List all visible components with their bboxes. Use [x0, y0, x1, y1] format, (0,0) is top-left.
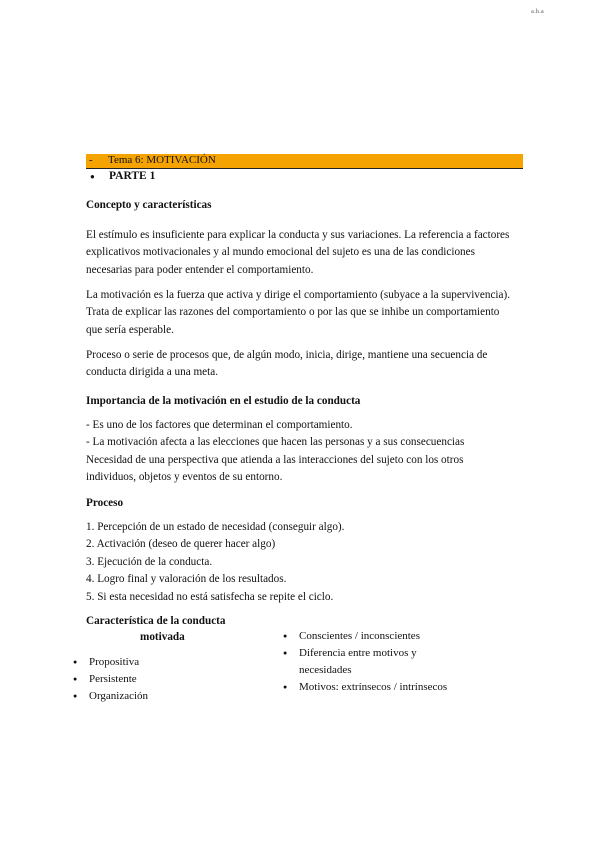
tema-title: Tema 6: MOTIVACIÓN	[108, 154, 216, 166]
concepto-paragraph-2	[86, 287, 548, 339]
text-line: necesarias para poder entender el comportamiento.	[86, 263, 314, 276]
proceso-list	[86, 519, 548, 606]
list-item-text: Conscientes / inconscientes	[299, 630, 420, 642]
bullet-dot-icon: ●	[73, 675, 78, 683]
list-item: 3. Ejecución de la conducta.	[86, 555, 213, 568]
text-line: - Es uno de los factores que determinan el comportamiento.	[86, 419, 353, 431]
text-line: La motivación es la fuerza que activa y dirige el comportamiento (subyace a la supervivencia).	[86, 289, 511, 301]
text-line: Trata de explicar las razones del comportamiento o por las que se inhibe un comportamiento	[86, 306, 500, 319]
page-header-initials: a.h.a	[531, 9, 544, 15]
bullet-dot-icon: ●	[283, 683, 288, 691]
caracteristica-heading-line-2: motivada	[140, 631, 185, 643]
list-item-text: Diferencia entre motivos y	[299, 647, 417, 659]
bullet-dot-icon: ●	[73, 692, 78, 700]
parte-heading	[90, 170, 155, 182]
importancia-paragraph	[86, 417, 548, 487]
text-line: explicativos motivacionales y al mundo emocional del sujeto es una de las condiciones	[86, 246, 475, 259]
list-item-text: Propositiva	[89, 656, 140, 668]
list-item-text: Motivos: extrínsecos / intrínsecos	[299, 681, 448, 693]
list-item: 1. Percepción de un estado de necesidad (conseguir algo).	[86, 521, 345, 533]
list-item-text: Persistente	[89, 673, 137, 685]
concepto-paragraph-3	[86, 347, 548, 382]
text-line: El estímulo es insuficiente para explicar la conducta y sus variaciones. La referencia a factores	[86, 229, 510, 241]
bullet-dot-icon: ●	[283, 632, 288, 640]
list-item-text: Organización	[89, 690, 149, 702]
text-line: Proceso o serie de procesos que, de algún modo, inicia, dirige, mantiene una secuencia de	[86, 349, 488, 361]
concepto-heading: Concepto y características	[86, 199, 212, 211]
bullet-dot-icon: ●	[73, 658, 78, 666]
importancia-heading: Importancia de la motivación en el estudio de la conducta	[86, 395, 361, 407]
text-line: conducta dirigida a una meta.	[86, 366, 219, 379]
tema-dash: -	[89, 154, 93, 166]
text-line: - La motivación afecta a las elecciones que hacen las personas y a sus consecuencias	[86, 436, 465, 449]
list-item: 5. Si esta necesidad no está satisfecha se repite el ciclo.	[86, 590, 334, 603]
tema-title-bar	[86, 154, 523, 169]
bullet-dot-icon: ●	[283, 649, 288, 657]
bullet-dot-icon: ●	[90, 171, 95, 181]
text-line: que sería esperable.	[86, 323, 174, 336]
caracteristica-heading	[86, 613, 226, 645]
text-line: Necesidad de una perspectiva que atienda a las interacciones del sujeto con los otros	[86, 453, 464, 466]
list-item: 2. Activación (deseo de querer hacer algo)	[86, 538, 276, 551]
parte-label: PARTE 1	[109, 170, 156, 182]
concepto-paragraph-1	[86, 227, 548, 279]
list-item: 4. Logro final y valoración de los resultados.	[86, 573, 287, 586]
text-line: individuos, objetos y eventos de su entorno.	[86, 471, 283, 484]
proceso-heading: Proceso	[86, 497, 124, 509]
list-item-text: necesidades	[299, 664, 352, 676]
caracteristica-heading-line-1: Característica de la conducta	[86, 615, 226, 627]
